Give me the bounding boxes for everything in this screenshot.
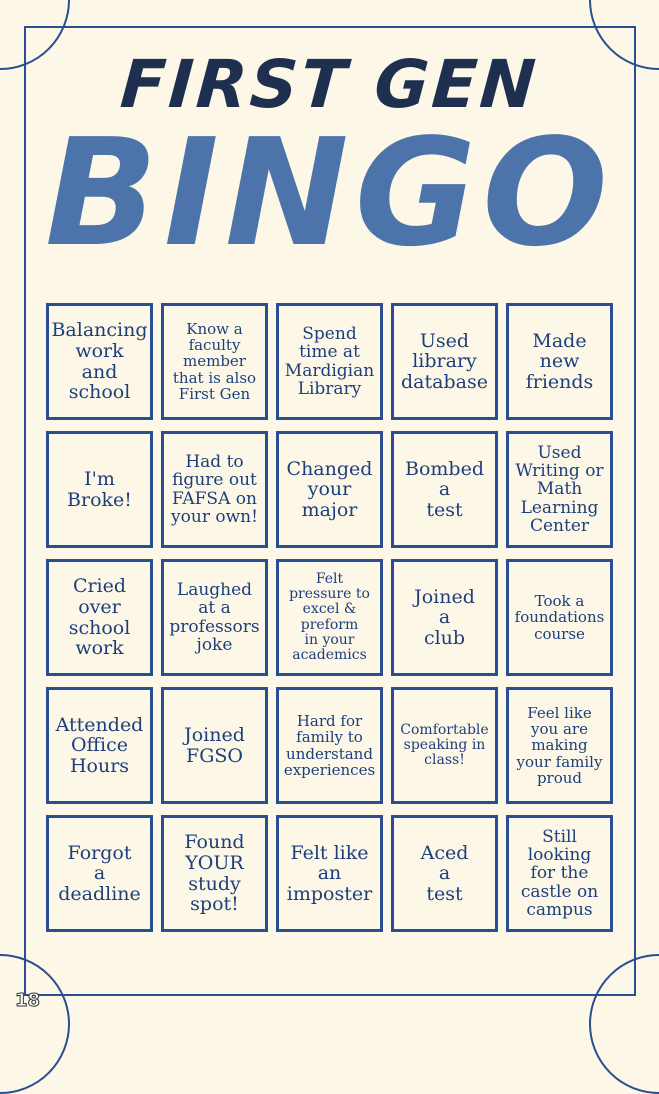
title-first-gen: FIRST GEN [118, 46, 541, 123]
bingo-cell[interactable]: Still looking for the castle on campus [506, 815, 613, 932]
bingo-cell[interactable]: Joined a club [391, 559, 498, 676]
bingo-cell[interactable]: Spend time at Mardigian Library [276, 303, 383, 420]
bingo-cell[interactable]: Felt pressure to excel & preform in your academics [276, 559, 383, 676]
bingo-cell[interactable]: Used library database [391, 303, 498, 420]
bingo-cell[interactable]: I'm Broke! [46, 431, 153, 548]
bingo-cell[interactable]: Changed your major [276, 431, 383, 548]
bingo-cell[interactable]: Found YOUR study spot! [161, 815, 268, 932]
bingo-cell[interactable]: Made new friends [506, 303, 613, 420]
bingo-cell[interactable]: Aced a test [391, 815, 498, 932]
bingo-cell[interactable]: Know a faculty member that is also First Gen [161, 303, 268, 420]
bingo-cell[interactable]: Felt like an imposter [276, 815, 383, 932]
bingo-cell[interactable]: Cried over school work [46, 559, 153, 676]
bingo-cell[interactable]: Forgot a deadline [46, 815, 153, 932]
page-number: 18 [15, 990, 41, 1011]
bingo-cell[interactable]: Attended Office Hours [46, 687, 153, 804]
bingo-cell[interactable]: Had to figure out FAFSA on your own! [161, 431, 268, 548]
bingo-cell[interactable]: Bombed a test [391, 431, 498, 548]
bingo-cell[interactable]: Comfortable speaking in class! [391, 687, 498, 804]
bingo-cell[interactable]: Balancing work and school [46, 303, 153, 420]
bingo-cell[interactable]: Used Writing or Math Learning Center [506, 431, 613, 548]
bingo-cell[interactable]: Hard for family to understand experiences [276, 687, 383, 804]
bingo-cell[interactable]: Feel like you are making your family proud [506, 687, 613, 804]
bingo-cell[interactable]: Took a foundations course [506, 559, 613, 676]
title-bingo: BINGO [44, 107, 615, 279]
bingo-cell[interactable]: Joined FGSO [161, 687, 268, 804]
bingo-cell[interactable]: Laughed at a professors joke [161, 559, 268, 676]
